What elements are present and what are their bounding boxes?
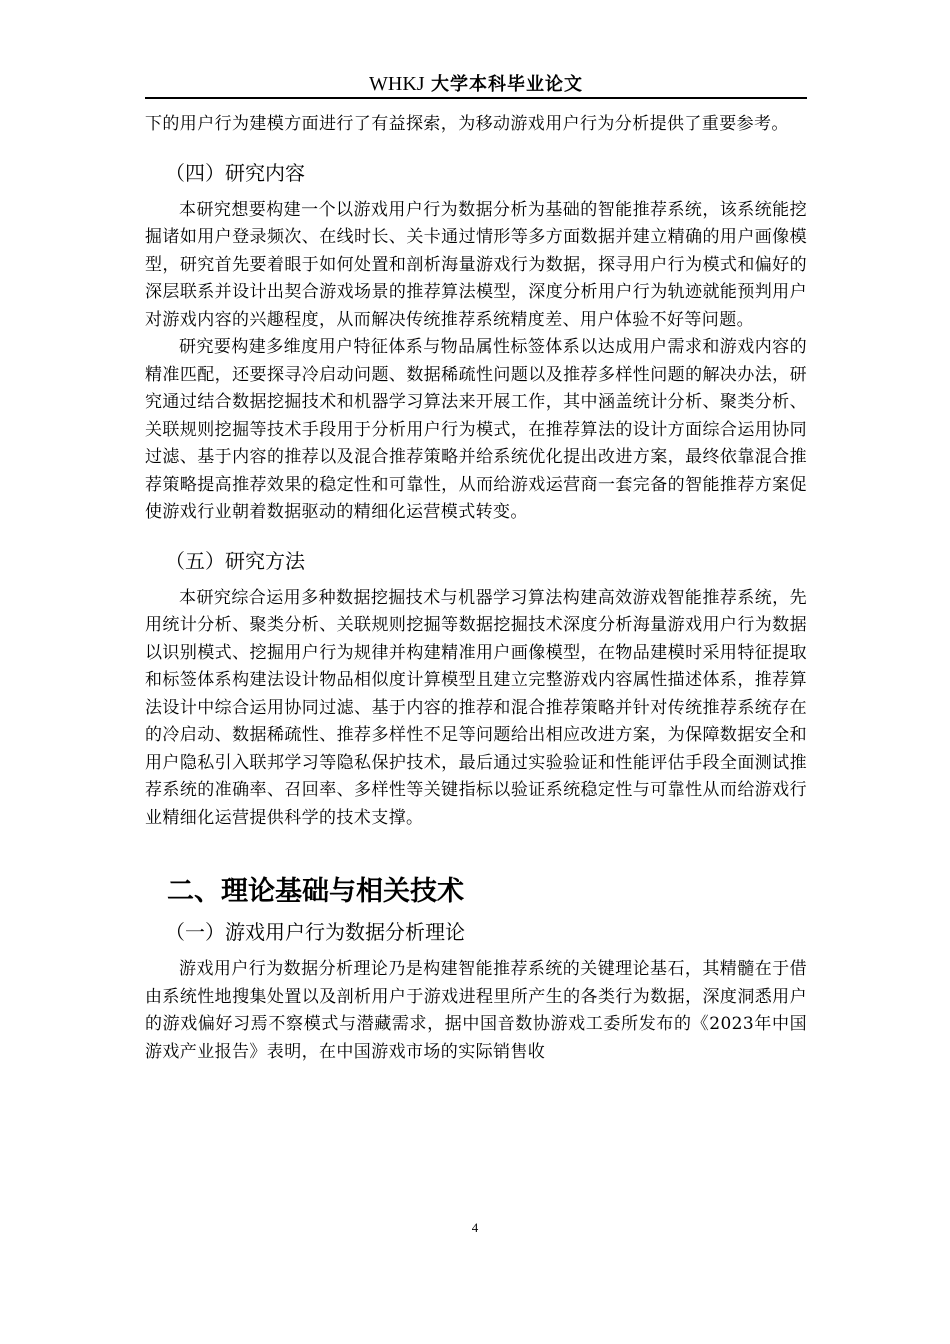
page-number: 4 bbox=[471, 1220, 479, 1235]
chapter-heading: 二、理论基础与相关技术 bbox=[167, 876, 464, 907]
header-title: 大学本科毕业论文 bbox=[430, 74, 583, 95]
header-school: WHKJ bbox=[369, 73, 425, 95]
section-heading-behavior-theory: （一）游戏用户行为数据分析理论 bbox=[165, 920, 465, 944]
section-heading-research-method: （五）研究方法 bbox=[165, 548, 305, 573]
header-rule bbox=[145, 97, 807, 99]
section-heading-research-content: （四）研究内容 bbox=[165, 160, 305, 185]
paragraph: 研究要构建多维度用户特征体系与物品属性标签体系以达成用户需求和游戏内容的精准匹配，还要探寻冷启动问题、数据稀疏性问题以及推荐多样性问题的解决办法，研究通过结合数据挖掘技术和机器学习算法来开展工作，其中涵盖统计分析、聚类分析、关联规则挖掘等技术手段用于分析用户行为模式，在推荐算法的设计方面综合运用协同过滤、基于内容的推荐以及混合推荐策略并给系统优化提出改进方案，最终依靠混合推荐策略提高推荐效果的稳定性和可靠性，从而给游戏运营商一套完备的智能推荐方案促使游戏行业朝着数据驱动的精细化运营模式转变。 bbox=[145, 337, 807, 522]
paragraph-carryover: 下的用户行为建模方面进行了有益探索，为移动游戏用户行为分析提供了重要参考。 bbox=[145, 114, 789, 134]
page-body bbox=[145, 111, 807, 1066]
running-header bbox=[145, 70, 807, 97]
paragraph: 游戏用户行为数据分析理论乃是构建智能推荐系统的关键理论基石，其精髓在于借由系统性地搜集处置以及剖析用户于游戏进程里所产生的各类行为数据，深度洞悉用户的游戏偏好习焉不察模式与潜藏需求，据中国音数协游戏工委所发布的《2023年中国游戏产业报告》表明，在中国游戏市场的实际销售收 bbox=[145, 959, 807, 1062]
paragraph: 本研究想要构建一个以游戏用户行为数据分析为基础的智能推荐系统，该系统能挖掘诸如用户登录频次、在线时长、关卡通过情形等多方面数据并建立精确的用户画像模型，研究首先要着眼于如何处置和剖析海量游戏行为数据，探寻用户行为模式和偏好的深层联系并设计出契合游戏场景的推荐算法模型，深度分析用户行为轨迹就能预判用户对游戏内容的兴趣程度，从而解决传统推荐系统精度差、用户体验不好等问题。 bbox=[145, 199, 807, 330]
paragraph: 本研究综合运用多种数据挖掘技术与机器学习算法构建高效游戏智能推荐系统，先用统计分析、聚类分析、关联规则挖掘等数据挖掘技术深度分析海量游戏用户行为数据以识别模式、挖掘用户行为规律并构建精准用户画像模型，在物品建模时采用特征提取和标签体系构建法设计物品相似度计算模型且建立完整游戏内容属性描述体系，推荐算法设计中综合运用协同过滤、基于内容的推荐和混合推荐策略并针对传统推荐系统存在的冷启动、数据稀疏性、推荐多样性不足等问题给出相应改进方案，为保障数据安全和用户隐私引入联邦学习等隐私保护技术，最后通过实验验证和性能评估手段全面测试推荐系统的准确率、召回率、多样性等关键指标以验证系统稳定性与可靠性从而给游戏行业精细化运营提供科学的技术支撑。 bbox=[145, 587, 807, 828]
